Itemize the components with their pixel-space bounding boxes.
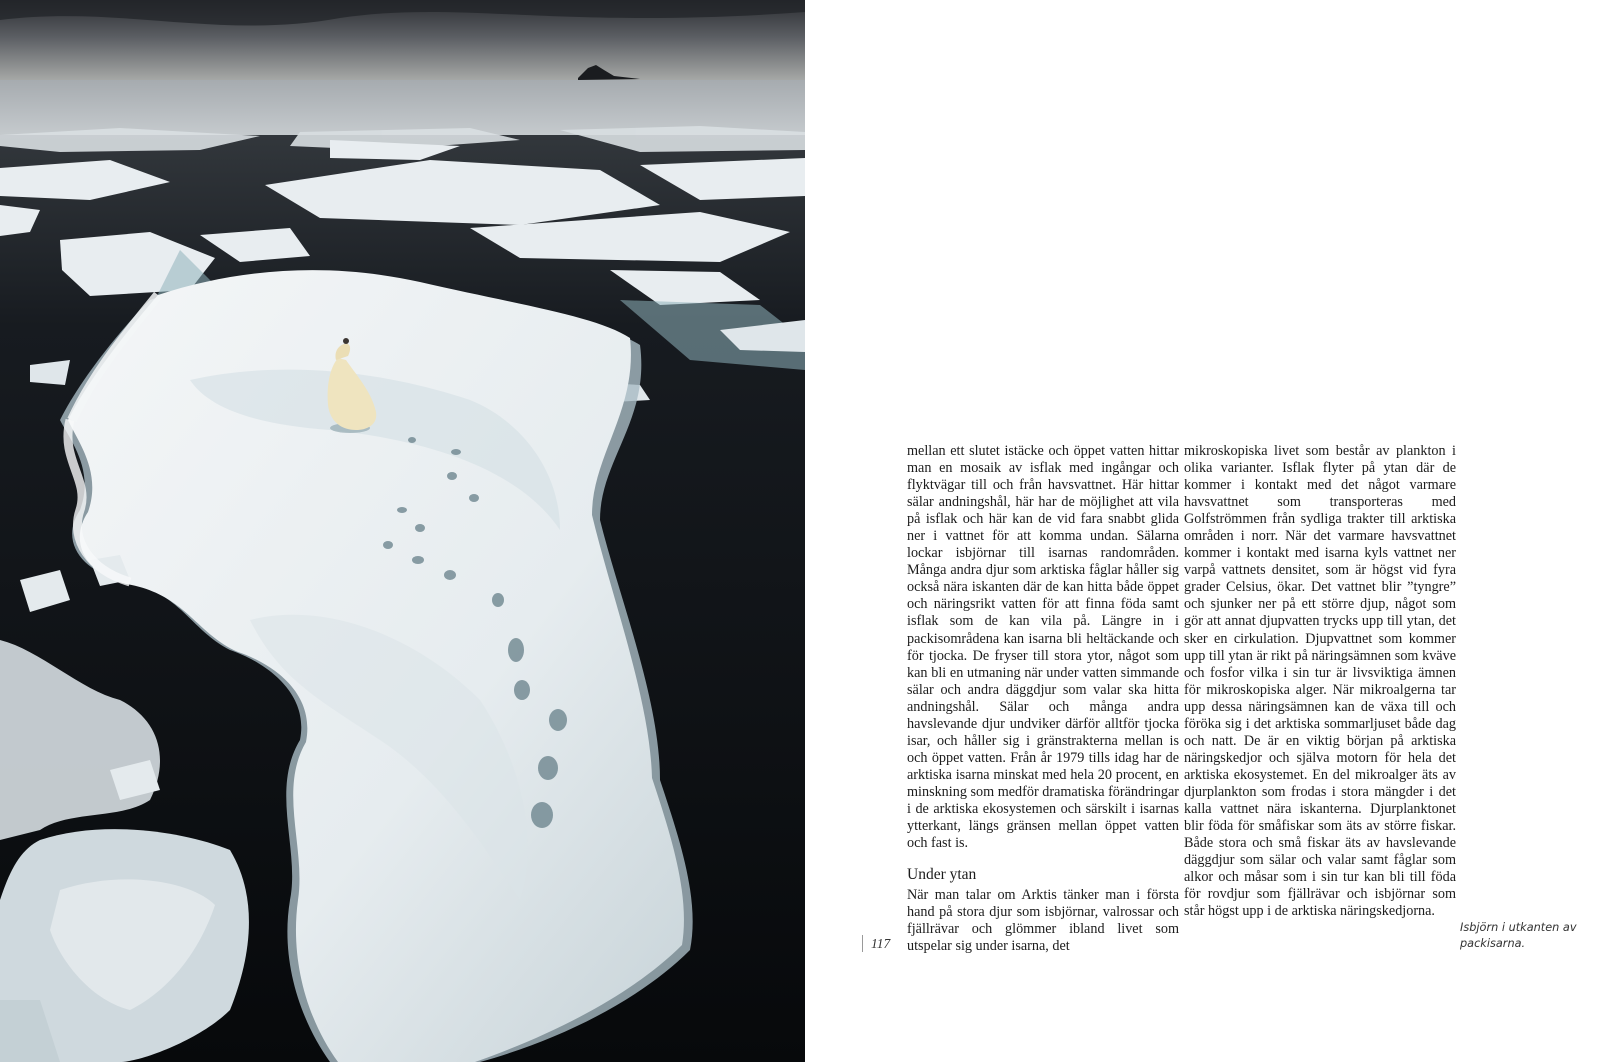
article-column-2: [1184, 443, 1456, 920]
article-column-1: [907, 443, 1179, 955]
column-1-paragraph: mellan ett slutet istäcke och öppet vatten hittar man en mosaik av isflak med ingångar och flyktvägar till och från havsvattnet. Här hittar sälar andningshål, här har de möjlighet att vila på isflak och här kan de vid fara snabbt glida ner i vattnet för att komma undan. Sälarna lockar isbjörnar till isarnas randområden. Många andra djur som arktiska fåglar håller sig också nära iskanten där de kan hitta både öppet och näringsrikt vatten för att finna föda samt isflak som de kan vila på. Längre in i packisområdena kan isarna bli heltäckande och för tjocka. De fryser till stora ytor, något som kan bli en utmaning när under vatten simmande sälar och andra däggdjur som valar ska hitta andningshål. Sälar och många andra havslevande djur undviker därför alltför tjocka isar, och håller sig i gränstrakterna mellan is och öppet vatten. Från år 1979 tills idag har de arktiska isarna minskat med hela 20 procent, en minskning som medför dramatiska förändringar i de arktiska ekosystemen och särskilt i isarnas ytterkant, längs gränsen mellan öppet vatten och fast is.: [907, 443, 1179, 852]
column-2-paragraph: mikroskopiska livet som består av plankton i olika varianter. Isflak flyter på ytan där de kommer i kontakt med det något varmare havsvattnet som transporteras med Golfströmmen från sydliga trakter till arktiska områden i norr. När det varmare havsvattnet kommer i kontakt med isarna kyls vattnet ner varpå vattnets densitet, som är högst vid fyra grader Celsius, ökar. Det vattnet blir ”tyngre” och sjunker ner på ett större djup, något som gör att annat djupvatten trycks upp till ytan, det sker en cirkulation. Djupvattnet som kommer upp till ytan är rikt på näringsämnen som kväve och fosfor vilka i sin tur är livsviktiga ämnen för mikroskopiska alger. När mikroalgerna tar upp dessa näringsämnen kan de växa till och föröka sig i det arktiska sommarljuset både dag och natt. De är en viktig början på arktiska näringskedjor och själva motorn för hela det arktiska ekosystemet. En del mikroalger äts av djurplankton som frodas i stora mängder i det kalla vattnet nära iskanterna. Djurplanktonet blir föda för småfiskar som äts av större fiskar. Både stora och små fiskar äts av havslevande däggdjur som sälar och valar samt fåglar som alkor och måsar som i sin tur kan bli till föda för rovdjur som fjällrävar och isbjörnar som står högst upp i de arktiska näringskedjorna.: [1184, 443, 1456, 920]
page-number: 117: [862, 935, 901, 952]
subheading: Under ytan: [907, 866, 977, 884]
photo-caption: Isbjörn i utkanten av packisarna.: [1460, 921, 1577, 950]
column-1-paragraph-2: När man talar om Arktis tänker man i första hand på stora djur som isbjörnar, valrossar och fjällrävar och glömmer ibland livet som utspelar sig under isarna, det: [907, 887, 1179, 955]
